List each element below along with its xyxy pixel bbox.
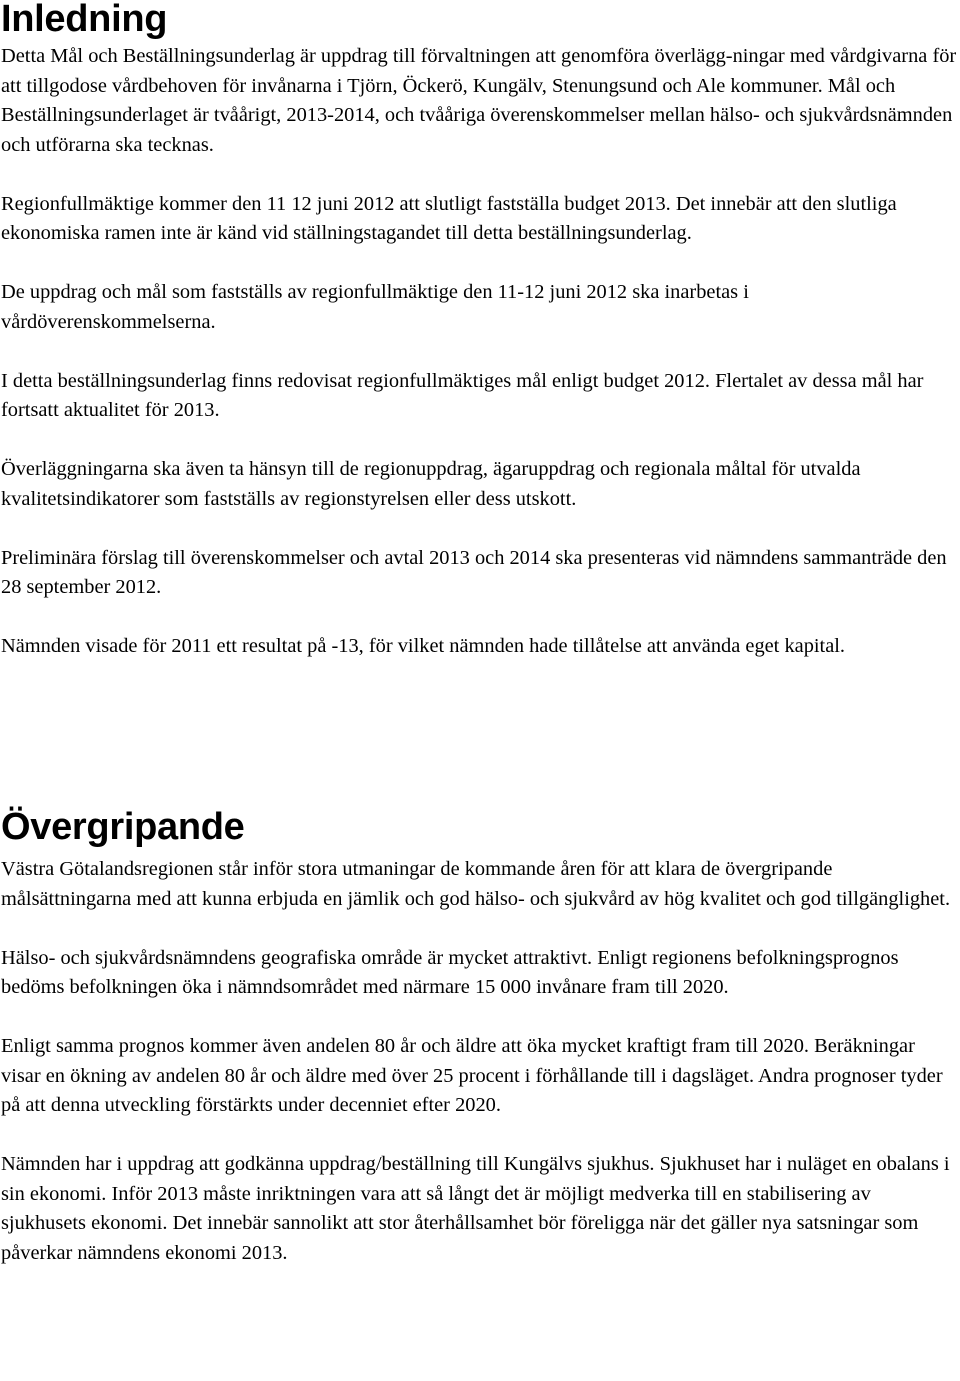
section-heading-inledning: Inledning	[1, 0, 168, 40]
paragraph: Enligt samma prognos kommer även andelen 80 år och äldre att öka mycket kraftigt fram till 2020. Beräkningar visar en ökning av andelen 80 år och äldre med över 25 procent i förhållande till i dagsläget. Andra prognoser tyder på att denna utveckling förstärkts under decenniet efter 2020.	[1, 1035, 943, 1116]
section-heading-overgripande: Övergripande	[1, 806, 245, 848]
paragraph: Preliminära förslag till överenskommelser och avtal 2013 och 2014 ska presenteras vid nämndens sammanträde den 28 september 2012.	[1, 546, 947, 598]
paragraph: Nämnden har i uppdrag att godkänna uppdrag/beställning till Kungälvs sjukhus. Sjukhuset har i nuläget en obalans i sin ekonomi. Inför 2013 måste inriktningen vara att så långt det är möjligt medverka till en stabilisering av sjukhusets ekonomi. Det innebär sannolikt att stor återhållsamhet bör föreligga när det gäller nya satsningar som påverkar nämndens ekonomi 2013.	[1, 1153, 950, 1264]
paragraph: Överläggningarna ska även ta hänsyn till de regionuppdrag, ägaruppdrag och regionala måltal för utvalda kvalitetsindikatorer som fastställs av regionstyrelsen eller dess utskott.	[1, 458, 861, 510]
paragraph: I detta beställningsunderlag finns redovisat regionfullmäktiges mål enligt budget 2012. Flertalet av dessa mål har fortsatt aktualitet för 2013.	[1, 369, 924, 421]
paragraph: Detta Mål och Beställningsunderlag är uppdrag till förvaltningen att genomföra överlägg-ningar med vårdgivarna för att tillgodose vårdbehoven för invånarna i Tjörn, Öckerö, Kungälv, Stenungsund och Ale kommuner. Mål och Beställningsunderlaget är tvåårigt, 2013-2014, och tvååriga överenskommelser mellan hälso- och sjukvårdsnämnden och utförarna ska tecknas.	[1, 45, 957, 156]
paragraph: Regionfullmäktige kommer den 11 12 juni 2012 att slutligt fastställa budget 2013. Det innebär att den slutliga ekonomiska ramen inte är känd vid ställningstagandet till detta beställningsunderlag.	[1, 192, 897, 244]
paragraph: De uppdrag och mål som fastställs av regionfullmäktige den 11-12 juni 2012 ska inarbetas i vårdöverenskommelserna.	[1, 281, 749, 333]
section-overgripande-body	[1, 855, 959, 1268]
paragraph: Västra Götalandsregionen står inför stora utmaningar de kommande åren för att klara de övergripande målsättningarna med att kunna erbjuda en jämlik och god hälso- och sjukvård av hög kvalitet och god tillgänglighet.	[1, 858, 951, 910]
paragraph: Nämnden visade för 2011 ett resultat på -13, för vilket nämnden hade tillåtelse att använda eget kapital.	[1, 635, 846, 657]
section-inledning-body	[1, 42, 959, 662]
paragraph: Hälso- och sjukvårdsnämndens geografiska område är mycket attraktivt. Enligt regionens befolkningsprognos bedöms befolkningen öka i nämndsområdet med närmare 15 000 invånare fram till 2020.	[1, 946, 899, 998]
